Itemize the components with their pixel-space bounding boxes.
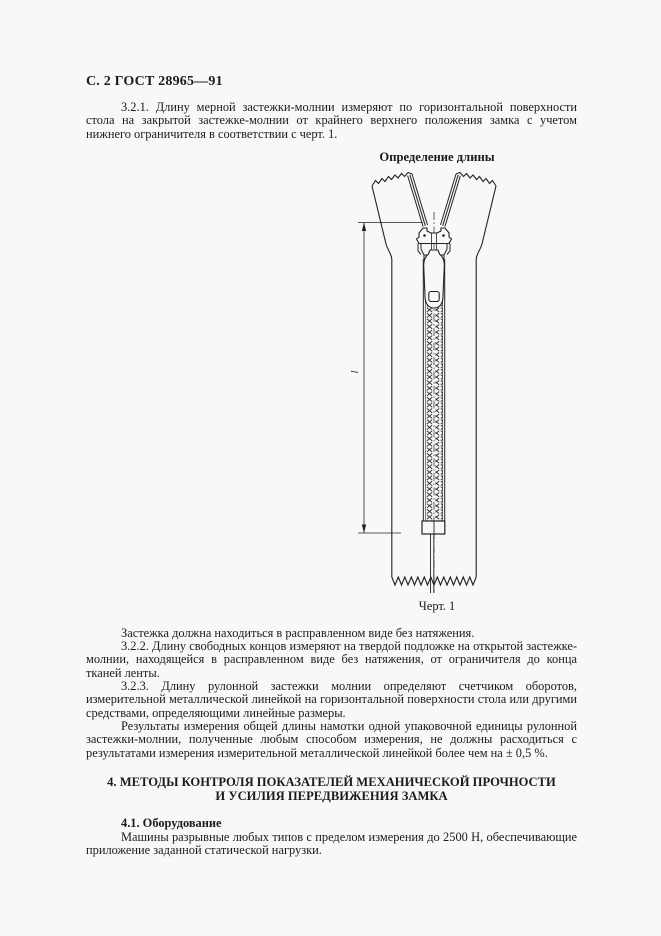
slider-pull-tab [424,250,445,308]
dimension-arrow-bottom [362,524,366,533]
dimension-label: l [349,370,361,374]
figure-caption: Черт. 1 [418,598,456,613]
figure-title: Определение длины [379,149,495,164]
right-tape-top-zigzag [456,172,496,186]
dimension-arrow-top [362,222,366,231]
section-4-heading-line2: И УСИЛИЯ ПЕРЕДВИЖЕНИЯ ЗАМКА [215,788,448,803]
section-4-heading [86,776,577,804]
right-tape-outer-edge [476,186,496,577]
left-open-teeth-band [408,174,428,227]
left-tape-outer-edge [372,186,392,577]
zipper-drawing [335,167,539,595]
left-tape-top-zigzag [372,172,412,186]
right-open-teeth-band [441,174,461,227]
section-4-heading-line1: 4. МЕТОДЫ КОНТРОЛЯ ПОКАЗАТЕЛЕЙ МЕХАНИЧЕСКОЙ ПРОЧНОСТИ [107,774,556,789]
slider-rivet-left [423,234,426,237]
paragraph-results: Результаты измерения общей длины намотки одной упаковочной единицы рулонной застежки-молнии, полученные любым способом измерения, не должны расходиться с результатами измерения измерительной металлической линейкой более чем на ± 0,5 %. [86,718,577,760]
paragraph-machines: Машины разрывные любых типов с пределом измерения до 2500 Н, обеспечивающие приложение заданной статической нагрузки. [86,829,577,858]
page-header: С. 2 ГОСТ 28965—91 [86,74,223,89]
paragraph-3-2-1: 3.2.1. Длину мерной застежки-молнии измеряют по горизонтальной поверхности стола на закрытой застежке-молнии от крайнего верхнего положения замка с учетом нижнего ограничителя в соответствии с черт. 1. [86,100,577,141]
figure-block [335,150,539,613]
paragraph-straighten: Застежка должна находиться в расправленном виде без натяжения. [121,625,475,640]
bottom-stop [422,521,445,534]
paragraph-3-2-2: 3.2.2. Длину свободных концов измеряют на твердой подложке на открытой застежке-молнии, находящейся в расправленном виде без натяжения, от ограничителя до конца тканей ленты. [86,639,577,680]
slider-rivet-right [442,234,445,237]
paragraph-3-2-3: 3.2.3. Длину рулонной застежки молнии определяют счетчиком оборотов, измерительной металлической линейкой на горизонтальной поверхности стола или другими средствами, определяющими линейные размеры. [86,679,577,720]
section-4-1-subheading: 4.1. Оборудование [121,816,222,831]
